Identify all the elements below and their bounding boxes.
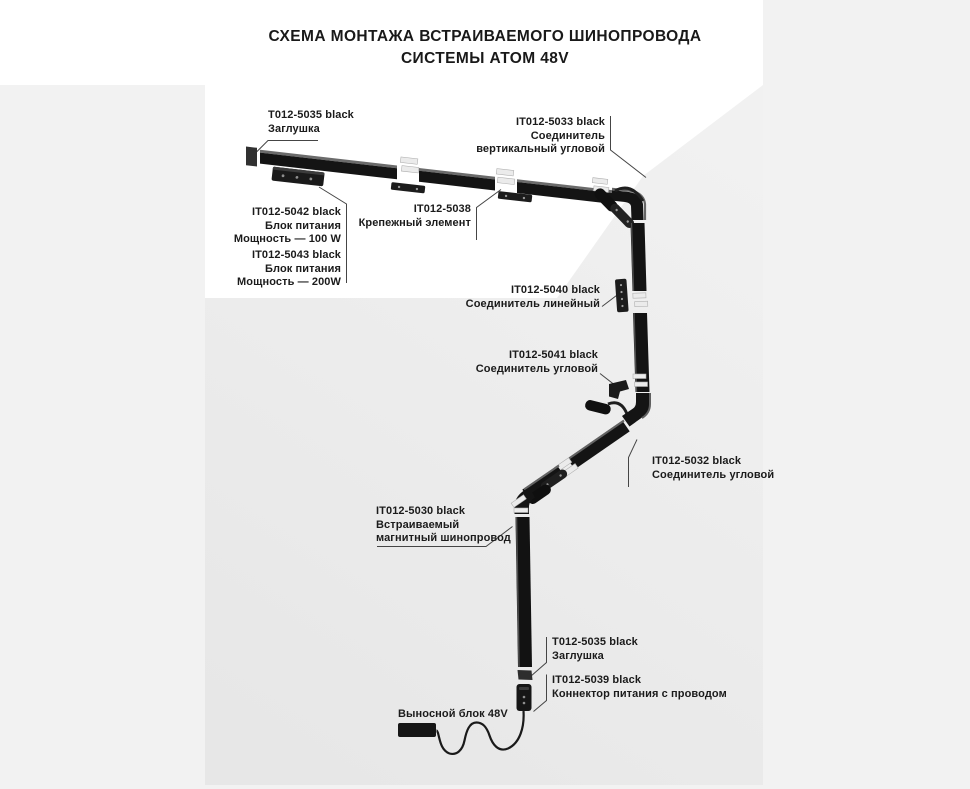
part-code: IT012-5032 black <box>652 455 742 467</box>
part-desc: Соединитель <box>530 129 605 142</box>
label-mount <box>271 203 471 230</box>
part-desc: Соединитель угловой <box>475 362 598 375</box>
part-code: T012-5035 black <box>268 109 354 121</box>
part-desc: Соединитель линейный <box>465 297 600 310</box>
part-desc: Крепежный элемент <box>358 216 471 229</box>
diagram-title <box>0 26 970 69</box>
part-desc: Мощность — 100 W <box>233 233 341 246</box>
label-remote-block <box>398 708 508 722</box>
part-code: IT012-5043 black <box>251 249 341 261</box>
title-line-1: СХЕМА МОНТАЖА ВСТРАИВАЕМОГО ШИНОПРОВОДА <box>268 28 702 45</box>
label-linear-connector <box>400 284 600 311</box>
title-line-2: СИСТЕМЫ АТОМ 48V <box>400 49 570 67</box>
power-connector-part <box>517 684 532 711</box>
part-desc: Выносной блок 48V <box>398 708 508 720</box>
label-power-connector <box>552 674 727 701</box>
part-code: IT012-5030 black <box>376 505 466 517</box>
part-desc: Мощность — 200W <box>237 276 341 289</box>
remote-psu-block <box>398 723 436 737</box>
part-code: IT012-5040 black <box>510 284 600 296</box>
label-track <box>376 505 511 546</box>
part-code: IT012-5042 black <box>251 206 341 218</box>
part-desc: магнитный шинопровод <box>376 532 511 545</box>
part-desc: Соединитель угловой <box>652 468 775 481</box>
linear-connector-part <box>615 279 629 313</box>
part-code: IT012-5038 <box>413 203 471 215</box>
part-code: T012-5035 black <box>552 636 638 648</box>
part-desc: Блок питания <box>265 219 341 232</box>
label-corner-vertical <box>405 116 605 157</box>
part-code: IT012-5041 black <box>508 349 598 361</box>
label-endcap-top <box>268 109 354 136</box>
label-endcap-bottom <box>552 636 638 663</box>
label-psu-200 <box>141 249 341 290</box>
part-desc: Заглушка <box>268 122 320 135</box>
label-corner-b <box>652 455 774 482</box>
part-code: IT012-5039 black <box>552 674 642 686</box>
endcap-top-part <box>246 147 257 167</box>
part-desc: Встраиваемый <box>376 518 460 531</box>
part-desc: Коннектор питания с проводом <box>552 687 727 700</box>
part-desc: Заглушка <box>552 649 604 662</box>
seam-tag <box>514 508 528 513</box>
endcap-bottom-part <box>518 670 533 680</box>
part-code: IT012-5033 black <box>515 116 605 128</box>
label-corner-a <box>398 349 598 376</box>
part-desc: вертикальный угловой <box>476 143 605 156</box>
part-desc: Блок питания <box>265 262 341 275</box>
